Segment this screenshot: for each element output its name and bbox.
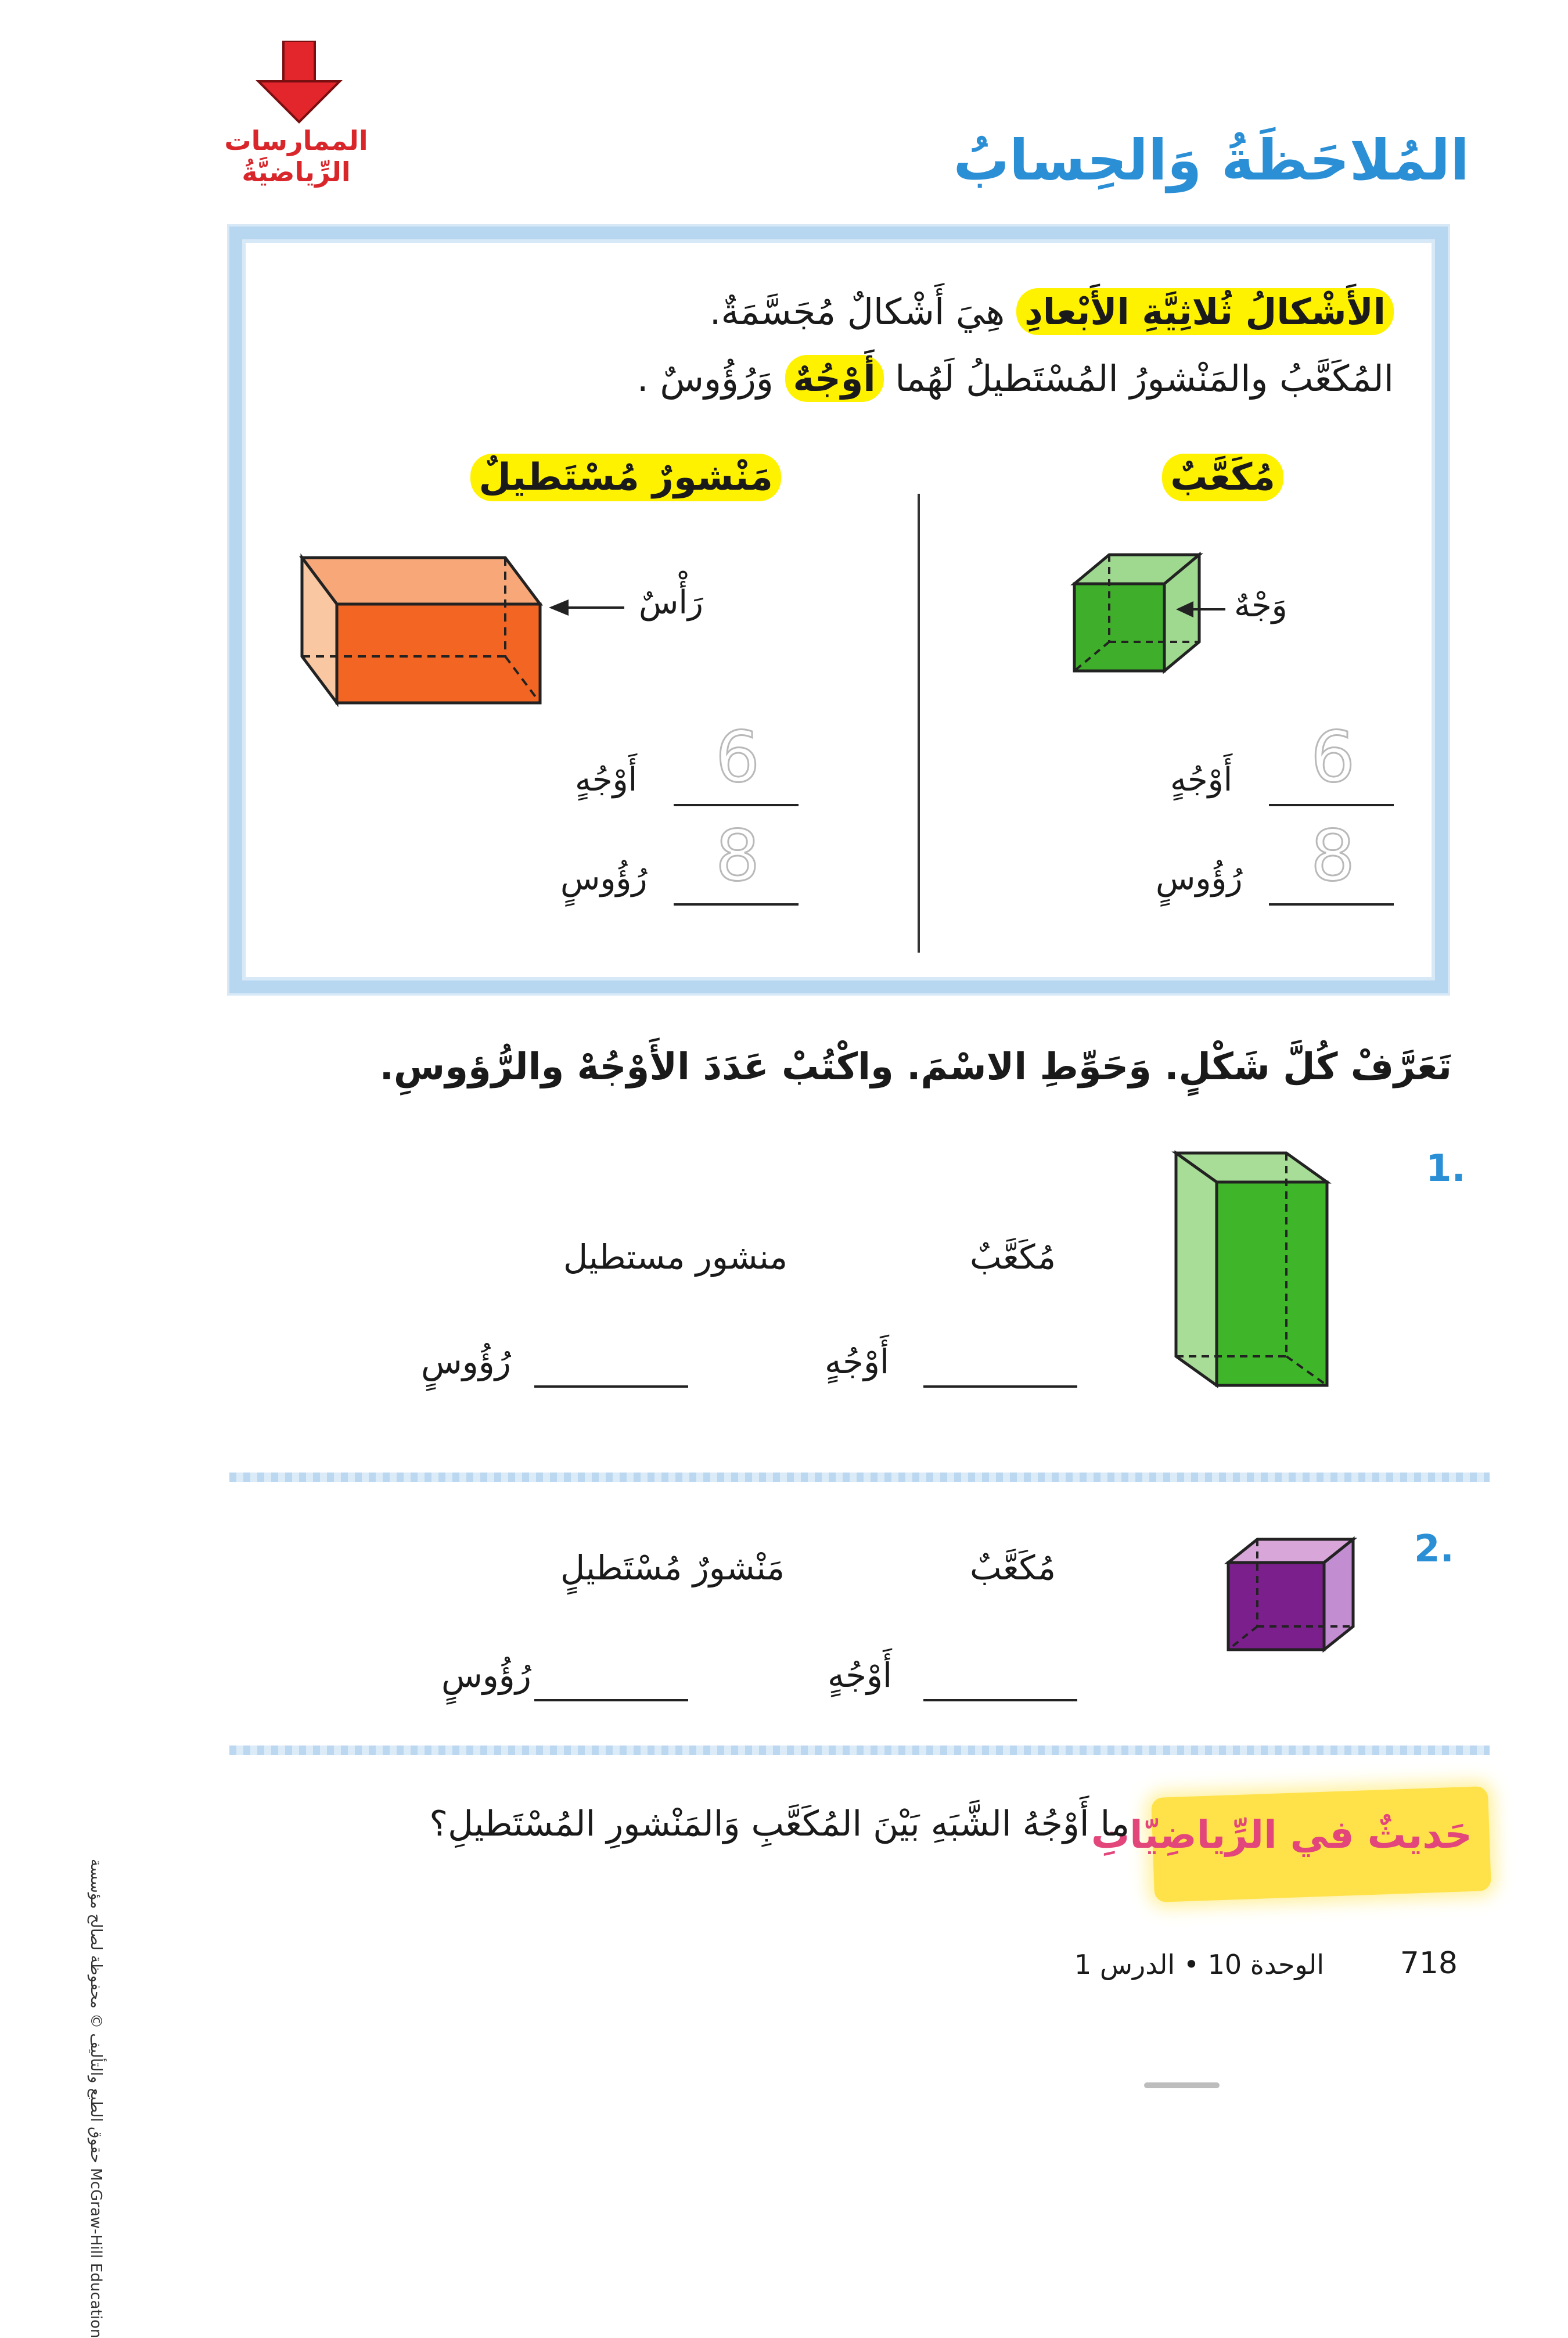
choice-cube[interactable]: مُكَعَّبٌ [970,1237,1056,1277]
page-title: المُلاحَظَةُ وَالحِسابُ [953,128,1469,193]
rectangular-prism-illustration [296,552,552,714]
math-practices-label: الممارسات الرِّياضيَّةُ [224,125,368,188]
vertices-answer-blank[interactable] [534,1699,688,1701]
vertices-label: رُؤُوسٍ [421,1342,511,1381]
choice-rectangular-prism[interactable]: منشور مستطيل [563,1237,788,1277]
choice-cube[interactable]: مُكَعَّبٌ [970,1548,1056,1588]
column-divider [918,494,920,953]
cube-vertices-label: رُؤُوسٍ [1156,860,1243,897]
cube-title: مُكَعَّبٌ [1162,456,1283,499]
tall-prism-illustration [1170,1147,1344,1391]
cube-faces-value: 6 [1310,717,1355,798]
home-indicator[interactable] [1144,2082,1220,2088]
faces-term-highlight: أَوْجُهٌ [785,355,884,402]
cube-vertices-blank [1269,903,1394,906]
math-talk-label: حَديثٌ في الرِّياضِيّاتِ [1091,1812,1472,1857]
prism-faces-label: أَوْجُهٍ [575,761,638,799]
prism-faces-value: 6 [715,717,760,798]
question-number: 2. [1414,1528,1454,1571]
definition-line-2 [637,357,1394,400]
faces-label: أَوْجُهٍ [828,1655,893,1695]
prism-vertices-label: رُؤُوسٍ [560,860,648,897]
cube-faces-blank [1269,804,1394,806]
faces-answer-blank[interactable] [923,1699,1077,1701]
choice-rectangular-prism[interactable]: مَنْشورٌ مُسْتَطيلٍ [560,1548,785,1588]
definition-text-2: المُكَعَّبُ والمَنْشورُ المُسْتَطيلُ لَهُما [883,357,1394,400]
face-callout: وَجْهٌ [1234,587,1288,624]
callout-arrow-line [566,606,624,609]
prism-vertices-value: 8 [715,816,760,897]
down-arrow-icon [256,41,343,128]
exercise-instructions: تَعَرَّفْ كُلَّ شَكْلٍ. وَحَوِّطِ الاسْمَ. واكْتُبْ عَدَدَ الأَوْجُهْ والرُّؤوسِ. [379,1046,1452,1089]
question-number: 1. [1426,1147,1466,1190]
vertex-callout: رَأْسٌ [639,584,703,622]
prism-vertices-blank [674,903,799,906]
purple-cube-illustration [1222,1533,1362,1661]
cube-vertices-value: 8 [1310,816,1355,897]
section-separator [229,1473,1490,1482]
page-number: 718 [1400,1946,1458,1981]
section-separator [229,1746,1490,1755]
vertices-answer-blank[interactable] [534,1385,688,1388]
faces-label: أَوْجُهٍ [825,1342,890,1381]
definition-text-3: وَرُؤُوسٌ . [636,357,785,400]
arrow-left-icon [549,599,569,616]
vertices-label: رُؤُوسٍ [441,1655,531,1695]
definition-line-1 [710,290,1394,333]
math-talk-question: ما أَوْجُهُ الشَّبَهِ بَيْنَ المُكَعَّبِ وَالمَنْشورِ المُسْتَطيلِ؟ [429,1804,1130,1844]
prism-faces-blank [674,804,799,806]
unit-lesson-label: الوحدة 10 • الدرس 1 [1074,1949,1324,1980]
cube-faces-label: أَوْجُهٍ [1170,761,1233,799]
copyright-credit: حقوق الطبع والتأليف © محفوظة لصالح مؤسسة McGraw-Hill Education [87,1859,105,2338]
faces-answer-blank[interactable] [923,1385,1077,1388]
definition-text: هِيَ أَشْكالٌ مُجَسَّمَةٌ. [709,290,1016,333]
prism-title: مَنْشورٌ مُسْتَطيلٌ [470,456,781,499]
callout-arrow-line [1191,608,1225,610]
term-highlight: الأَشْكالُ ثُلاثِيَّةِ الأَبْعادِ [1016,288,1394,335]
